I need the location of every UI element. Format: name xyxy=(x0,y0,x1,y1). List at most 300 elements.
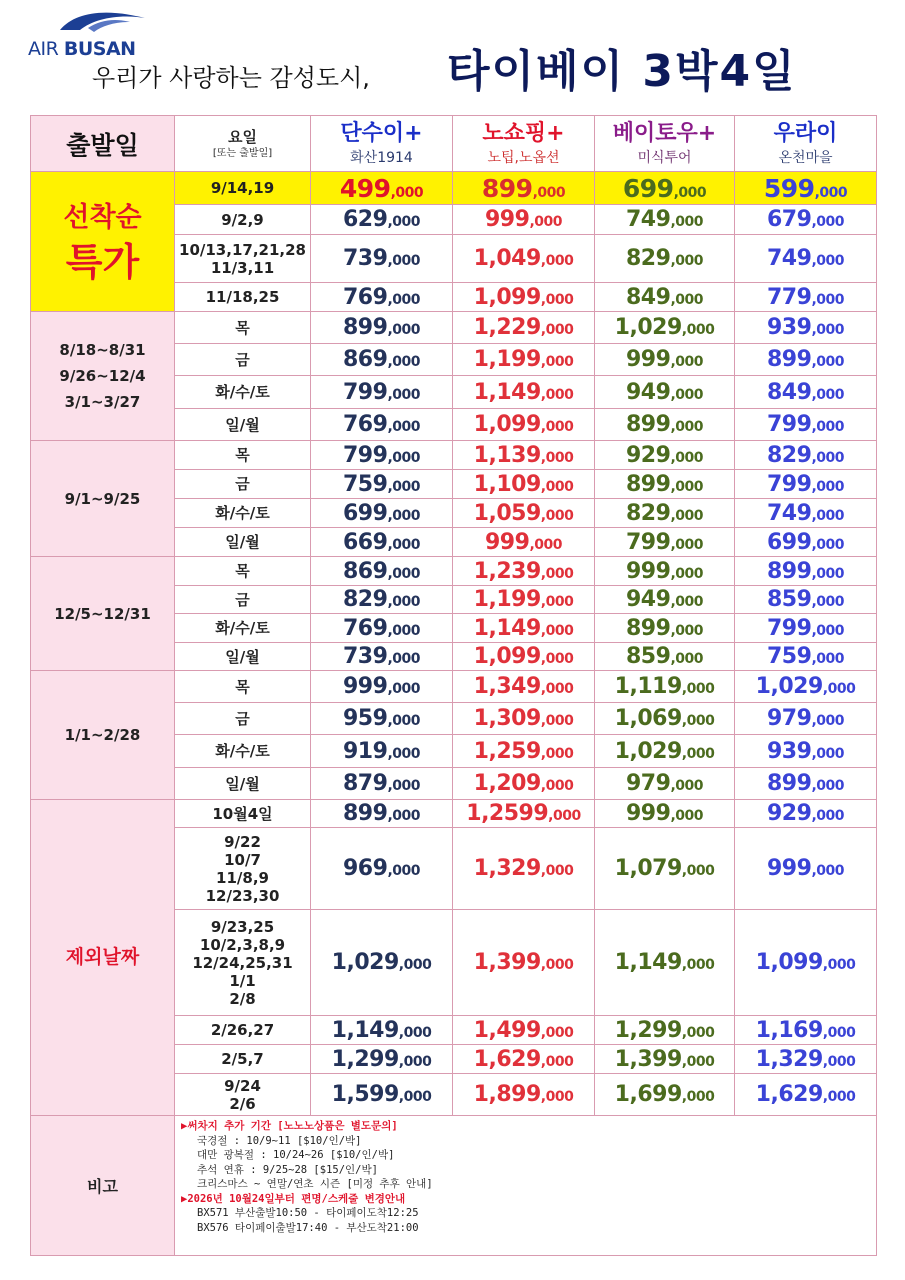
price-suffix: ,000 xyxy=(670,778,703,794)
price-cell xyxy=(453,557,595,586)
price-cell xyxy=(311,703,453,735)
price-main: 1,349 xyxy=(473,674,541,699)
price-main: 799 xyxy=(767,615,812,641)
day-cell: 목 xyxy=(175,671,311,703)
price-suffix: ,000 xyxy=(387,478,420,495)
price-cell xyxy=(595,557,735,586)
price-main: 899 xyxy=(481,173,533,203)
price-cell xyxy=(311,586,453,614)
price-cell xyxy=(595,1016,735,1045)
price-cell xyxy=(453,205,595,235)
price-main: 999 xyxy=(626,347,671,372)
note-line: ▶2026년 10월24일부터 편명/스케줄 변경안내 xyxy=(181,1192,406,1205)
date-range-label: 1/1~2/28 xyxy=(31,671,175,800)
price-main: 999 xyxy=(485,529,530,555)
price-main: 879 xyxy=(343,771,388,796)
price-cell xyxy=(735,470,877,499)
price-main: 1,899 xyxy=(473,1082,541,1107)
price-cell xyxy=(453,768,595,800)
price-suffix: ,000 xyxy=(540,863,574,879)
price-main: 929 xyxy=(626,442,671,468)
price-suffix: ,000 xyxy=(540,478,574,495)
price-main: 1,399 xyxy=(473,950,541,975)
price-suffix: ,000 xyxy=(387,386,420,403)
price-suffix: ,000 xyxy=(540,1053,574,1070)
price-cell xyxy=(311,344,453,376)
price-suffix: ,000 xyxy=(540,594,574,610)
product-header-1: 단수이+ 화산1914 xyxy=(311,116,453,172)
price-suffix: ,000 xyxy=(811,291,844,308)
price-cell xyxy=(595,172,735,205)
price-cell xyxy=(453,1016,595,1045)
price-main: 749 xyxy=(767,246,812,271)
price-cell xyxy=(453,172,595,205)
price-cell xyxy=(595,470,735,499)
price-cell xyxy=(595,283,735,312)
price-suffix: ,000 xyxy=(811,778,844,794)
price-cell xyxy=(311,1045,453,1074)
air-busan-logo xyxy=(28,8,156,58)
price-main: 739 xyxy=(343,246,388,271)
price-cell xyxy=(735,499,877,528)
price-suffix: ,000 xyxy=(670,594,703,610)
price-cell xyxy=(595,614,735,643)
price-main: 679 xyxy=(767,207,812,232)
table-row xyxy=(31,441,877,470)
price-main: 1,049 xyxy=(473,246,541,271)
price-main: 1,099 xyxy=(473,644,541,669)
note-line: 추석 연휴 : 9/25~28 [$15/인/박] xyxy=(197,1163,378,1176)
price-main: 829 xyxy=(626,246,671,271)
price-main: 969 xyxy=(343,856,388,881)
price-suffix: ,000 xyxy=(681,681,715,697)
price-cell xyxy=(595,205,735,235)
price-cell xyxy=(595,499,735,528)
price-suffix: ,000 xyxy=(811,651,844,667)
price-suffix: ,000 xyxy=(387,536,420,553)
price-cell xyxy=(595,441,735,470)
price-cell xyxy=(595,910,735,1016)
price-main: 1,059 xyxy=(473,500,541,526)
price-main: 1,199 xyxy=(473,587,541,612)
price-main: 1,199 xyxy=(473,347,541,372)
price-main: 949 xyxy=(626,379,671,405)
price-main: 979 xyxy=(626,771,671,796)
price-cell xyxy=(735,409,877,441)
price-main: 1,079 xyxy=(614,856,682,881)
price-main: 699 xyxy=(343,500,388,526)
day-cell: 목 xyxy=(175,557,311,586)
page-title: 타이베이 3박4일 xyxy=(447,46,797,97)
price-main: 749 xyxy=(767,500,812,526)
price-main: 1,239 xyxy=(473,558,541,584)
price-cell xyxy=(311,768,453,800)
price-main: 1,2599 xyxy=(466,801,549,826)
price-suffix: ,000 xyxy=(540,449,574,466)
price-main: 999 xyxy=(343,674,388,699)
price-suffix: ,000 xyxy=(811,386,844,403)
price-suffix: ,000 xyxy=(540,1089,574,1105)
price-cell xyxy=(453,910,595,1016)
price-cell xyxy=(453,828,595,910)
price-suffix: ,000 xyxy=(681,713,715,729)
price-cell xyxy=(311,470,453,499)
price-cell xyxy=(453,614,595,643)
price-suffix: ,000 xyxy=(540,713,574,729)
day-cell: 일/월 xyxy=(175,409,311,441)
price-cell xyxy=(453,312,595,344)
price-suffix: ,000 xyxy=(387,863,420,879)
special-offer-label xyxy=(31,172,175,312)
price-suffix: ,000 xyxy=(811,713,844,729)
price-suffix: ,000 xyxy=(390,184,424,201)
price-suffix: ,000 xyxy=(670,386,703,403)
price-main: 1,029 xyxy=(614,315,682,340)
price-suffix: ,000 xyxy=(387,622,420,639)
price-cell xyxy=(735,614,877,643)
price-main: 899 xyxy=(767,558,812,584)
day-cell: 금 xyxy=(175,703,311,735)
price-suffix: ,000 xyxy=(814,184,848,201)
price-cell xyxy=(735,205,877,235)
price-main: 1,029 xyxy=(614,738,682,764)
price-cell xyxy=(735,283,877,312)
price-main: 1,149 xyxy=(614,950,682,975)
day-cell: 9/23,25 10/2,3,8,9 12/24,25,31 1/1 2/8 xyxy=(175,910,311,1016)
price-cell xyxy=(595,671,735,703)
price-main: 1,599 xyxy=(331,1082,399,1107)
price-main: 769 xyxy=(343,615,388,641)
price-suffix: ,000 xyxy=(548,808,581,824)
price-cell xyxy=(735,828,877,910)
price-cell xyxy=(735,910,877,1016)
bird-wing-icon xyxy=(50,8,150,38)
price-cell xyxy=(595,586,735,614)
price-cell xyxy=(311,828,453,910)
notes-label: 비고 xyxy=(31,1116,175,1256)
price-main: 899 xyxy=(626,615,671,641)
price-suffix: ,000 xyxy=(540,1024,574,1041)
price-suffix: ,000 xyxy=(811,214,844,230)
price-suffix: ,000 xyxy=(670,565,703,582)
price-suffix: ,000 xyxy=(670,291,703,308)
price-main: 599 xyxy=(763,173,815,203)
price-main: 939 xyxy=(767,315,812,340)
price-cell xyxy=(595,1045,735,1074)
price-main: 629 xyxy=(343,207,388,232)
price-suffix: ,000 xyxy=(387,253,420,269)
price-main: 1,149 xyxy=(331,1017,399,1043)
price-cell xyxy=(453,671,595,703)
price-main: 769 xyxy=(343,412,388,437)
price-cell xyxy=(311,409,453,441)
price-main: 1,069 xyxy=(614,706,682,731)
price-main: 919 xyxy=(343,738,388,764)
price-cell xyxy=(595,376,735,409)
day-cell: 일/월 xyxy=(175,643,311,671)
price-cell xyxy=(453,499,595,528)
fare-table-body xyxy=(31,172,877,1256)
price-main: 739 xyxy=(343,644,388,669)
price-cell xyxy=(311,671,453,703)
price-suffix: ,000 xyxy=(387,354,420,370)
price-suffix: ,000 xyxy=(398,957,432,973)
price-cell xyxy=(311,1016,453,1045)
price-main: 499 xyxy=(339,173,391,203)
price-suffix: ,000 xyxy=(822,1089,856,1105)
excluded-dates-label xyxy=(31,800,175,1116)
price-main: 1,329 xyxy=(473,856,541,881)
price-suffix: ,000 xyxy=(811,565,844,582)
special-label-1: 선착순 xyxy=(63,201,142,233)
price-cell xyxy=(311,441,453,470)
price-cell xyxy=(453,344,595,376)
price-suffix: ,000 xyxy=(387,507,420,524)
price-suffix: ,000 xyxy=(398,1089,432,1105)
price-cell xyxy=(453,470,595,499)
special-label-2: 특가 xyxy=(65,239,140,284)
price-suffix: ,000 xyxy=(811,622,844,639)
price-main: 849 xyxy=(626,284,671,310)
price-main: 1,029 xyxy=(331,950,399,975)
day-cell: 일/월 xyxy=(175,768,311,800)
price-suffix: ,000 xyxy=(681,322,715,338)
day-cell: 화/수/토 xyxy=(175,735,311,768)
fare-table xyxy=(30,115,877,1256)
price-suffix: ,000 xyxy=(670,419,703,435)
price-suffix: ,000 xyxy=(811,507,844,524)
day-cell: 목 xyxy=(175,312,311,344)
price-suffix: ,000 xyxy=(387,808,420,824)
price-cell xyxy=(735,557,877,586)
price-main: 1,149 xyxy=(473,379,541,405)
price-suffix: ,000 xyxy=(670,536,703,553)
table-row xyxy=(31,172,877,205)
day-cell: 화/수/토 xyxy=(175,614,311,643)
price-suffix: ,000 xyxy=(387,651,420,667)
date-range-label: 9/1~9/25 xyxy=(31,441,175,557)
day-cell: 11/18,25 xyxy=(175,283,311,312)
price-main: 1,109 xyxy=(473,471,541,497)
price-main: 939 xyxy=(767,738,812,764)
price-suffix: ,000 xyxy=(811,253,844,269)
price-cell xyxy=(311,1074,453,1116)
price-suffix: ,000 xyxy=(681,745,715,762)
price-cell xyxy=(311,172,453,205)
price-cell xyxy=(453,235,595,283)
price-cell xyxy=(735,586,877,614)
price-suffix: ,000 xyxy=(387,214,420,230)
price-suffix: ,000 xyxy=(398,1053,432,1070)
price-cell xyxy=(735,441,877,470)
price-suffix: ,000 xyxy=(681,957,715,973)
note-line: BX576 타이페이출발17:40 - 부산도착21:00 xyxy=(197,1221,419,1234)
note-line: BX571 부산출발10:50 - 타이페이도착12:25 xyxy=(197,1207,419,1219)
price-main: 749 xyxy=(626,207,671,232)
price-cell xyxy=(595,800,735,828)
header xyxy=(0,0,905,112)
price-suffix: ,000 xyxy=(540,354,574,370)
price-main: 799 xyxy=(343,442,388,468)
price-cell xyxy=(453,376,595,409)
price-suffix: ,000 xyxy=(540,778,574,794)
price-cell xyxy=(311,376,453,409)
price-cell xyxy=(595,643,735,671)
price-suffix: ,000 xyxy=(670,651,703,667)
note-line: 크리스마스 ~ 연말/연초 시즌 [미정 추후 안내] xyxy=(197,1178,433,1190)
price-cell xyxy=(735,528,877,557)
price-suffix: ,000 xyxy=(811,594,844,610)
note-line: ▶써차지 추가 기간 [노노노상품은 별도문의] xyxy=(181,1120,398,1132)
product-header-4: 우라이 온천마을 xyxy=(735,116,877,172)
price-suffix: ,000 xyxy=(822,1053,856,1070)
price-cell xyxy=(735,768,877,800)
price-suffix: ,000 xyxy=(670,507,703,524)
price-suffix: ,000 xyxy=(811,419,844,435)
price-suffix: ,000 xyxy=(387,291,420,308)
day-cell: 9/14,19 xyxy=(175,172,311,205)
excluded-label-text: 제외날짜 xyxy=(65,946,140,968)
table-header-row xyxy=(31,116,877,172)
price-cell xyxy=(735,235,877,283)
price-main: 699 xyxy=(767,529,812,555)
price-main: 859 xyxy=(626,644,671,669)
price-main: 999 xyxy=(626,801,671,826)
day-cell: 9/24 2/6 xyxy=(175,1074,311,1116)
price-main: 1,299 xyxy=(331,1046,399,1072)
price-main: 899 xyxy=(626,471,671,497)
price-cell xyxy=(595,344,735,376)
price-cell xyxy=(453,528,595,557)
price-main: 799 xyxy=(767,412,812,437)
price-main: 779 xyxy=(767,284,812,310)
price-main: 1,099 xyxy=(473,412,541,437)
day-cell: 목 xyxy=(175,441,311,470)
note-line: 국경절 : 10/9~11 [$10/인/박] xyxy=(197,1134,362,1147)
price-main: 1,149 xyxy=(473,615,541,641)
price-suffix: ,000 xyxy=(387,745,420,762)
price-suffix: ,000 xyxy=(670,478,703,495)
price-cell xyxy=(735,703,877,735)
price-cell xyxy=(311,235,453,283)
price-suffix: ,000 xyxy=(540,291,574,308)
price-cell xyxy=(311,499,453,528)
price-suffix: ,000 xyxy=(387,594,420,610)
price-cell xyxy=(453,735,595,768)
price-suffix: ,000 xyxy=(529,214,562,230)
price-main: 1,629 xyxy=(755,1082,823,1107)
price-cell xyxy=(311,528,453,557)
price-main: 1,699 xyxy=(614,1082,682,1107)
price-suffix: ,000 xyxy=(540,386,574,403)
price-cell xyxy=(595,528,735,557)
price-main: 1,259 xyxy=(473,738,541,764)
price-cell xyxy=(453,409,595,441)
price-main: 899 xyxy=(343,315,388,340)
price-cell xyxy=(595,235,735,283)
price-suffix: ,000 xyxy=(811,863,844,879)
price-suffix: ,000 xyxy=(387,778,420,794)
day-cell: 10월4일 xyxy=(175,800,311,828)
price-main: 849 xyxy=(767,379,812,405)
price-main: 1,229 xyxy=(473,315,541,340)
price-main: 999 xyxy=(767,856,812,881)
price-cell xyxy=(735,172,877,205)
price-main: 1,209 xyxy=(473,771,541,796)
price-cell xyxy=(311,614,453,643)
price-suffix: ,000 xyxy=(681,863,715,879)
price-main: 1,309 xyxy=(473,706,541,731)
price-suffix: ,000 xyxy=(811,808,844,824)
price-main: 1,099 xyxy=(755,950,823,975)
price-cell xyxy=(311,557,453,586)
price-main: 929 xyxy=(767,801,812,826)
price-cell xyxy=(595,735,735,768)
price-suffix: ,000 xyxy=(532,184,566,201)
price-main: 1,499 xyxy=(473,1017,541,1043)
price-suffix: ,000 xyxy=(670,354,703,370)
price-suffix: ,000 xyxy=(529,536,562,553)
price-suffix: ,000 xyxy=(540,681,574,697)
price-cell xyxy=(311,643,453,671)
price-main: 829 xyxy=(626,500,671,526)
price-cell xyxy=(453,703,595,735)
day-column-header: 요일 [또는 출발일] xyxy=(175,116,311,172)
product-header-3: 베이토우+ 미식투어 xyxy=(595,116,735,172)
price-main: 759 xyxy=(767,644,812,669)
price-cell xyxy=(311,800,453,828)
price-main: 999 xyxy=(485,207,530,232)
price-main: 999 xyxy=(626,558,671,584)
price-suffix: ,000 xyxy=(822,957,856,973)
price-cell xyxy=(595,409,735,441)
price-suffix: ,000 xyxy=(540,507,574,524)
price-cell xyxy=(595,1074,735,1116)
price-main: 769 xyxy=(343,284,388,310)
day-cell: 화/수/토 xyxy=(175,499,311,528)
price-suffix: ,000 xyxy=(681,1089,715,1105)
day-cell: 금 xyxy=(175,344,311,376)
day-cell: 2/5,7 xyxy=(175,1045,311,1074)
price-main: 859 xyxy=(767,587,812,612)
day-cell: 금 xyxy=(175,470,311,499)
price-main: 1,119 xyxy=(614,674,682,699)
price-cell xyxy=(735,735,877,768)
day-cell: 금 xyxy=(175,586,311,614)
price-suffix: ,000 xyxy=(670,622,703,639)
price-suffix: ,000 xyxy=(387,713,420,729)
price-cell xyxy=(311,283,453,312)
price-suffix: ,000 xyxy=(670,449,703,466)
price-suffix: ,000 xyxy=(822,681,856,697)
price-main: 669 xyxy=(343,529,388,555)
price-main: 799 xyxy=(626,529,671,555)
price-suffix: ,000 xyxy=(811,449,844,466)
note-line: 대만 광복절 : 10/24~26 [$10/인/박] xyxy=(197,1149,395,1161)
price-main: 829 xyxy=(343,587,388,612)
price-cell xyxy=(453,283,595,312)
price-cell xyxy=(453,1045,595,1074)
price-suffix: ,000 xyxy=(387,449,420,466)
price-cell xyxy=(735,1074,877,1116)
price-main: 899 xyxy=(343,801,388,826)
price-suffix: ,000 xyxy=(811,478,844,495)
day-cell: 9/22 10/7 11/8,9 12/23,30 xyxy=(175,828,311,910)
departure-column-header: 출발일 xyxy=(31,116,175,172)
price-suffix: ,000 xyxy=(540,565,574,582)
price-main: 829 xyxy=(767,442,812,468)
price-cell xyxy=(735,312,877,344)
